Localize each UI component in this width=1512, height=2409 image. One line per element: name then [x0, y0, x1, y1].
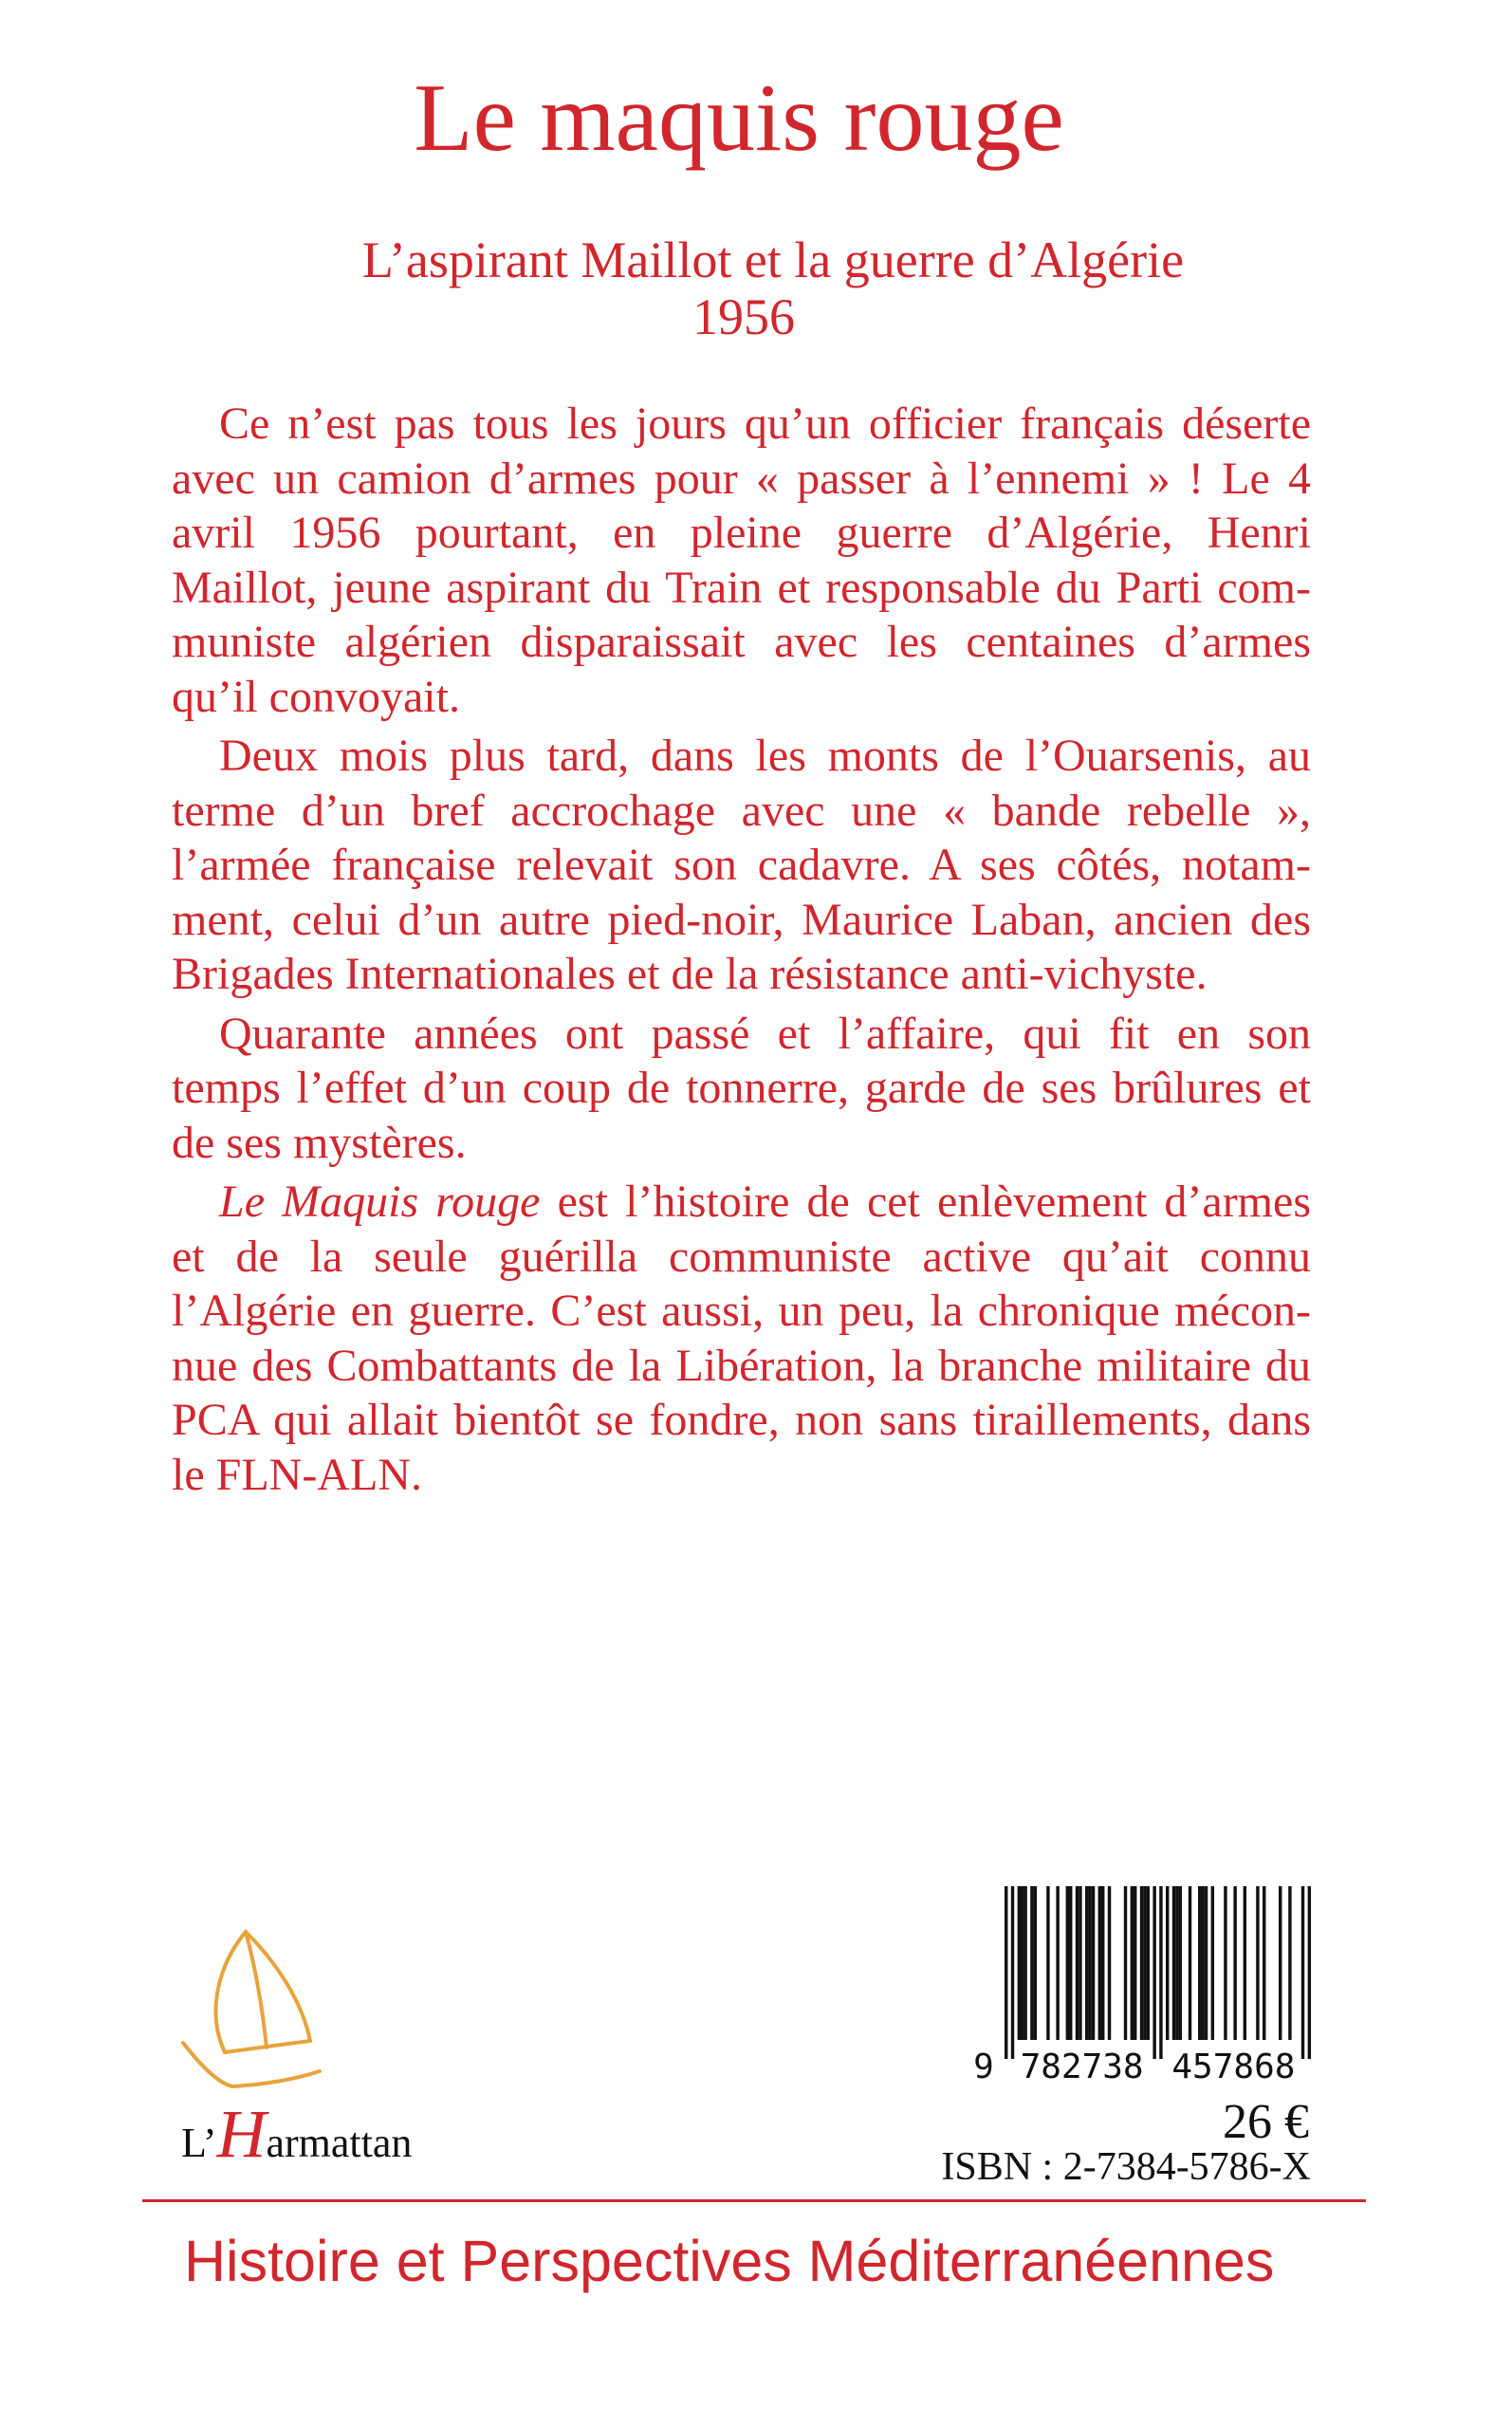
book-title: Le maquis rouge: [414, 65, 1064, 172]
price: 26 €: [1223, 2095, 1309, 2149]
barcode-bar: [1205, 1886, 1208, 2040]
blurb-line-text: est l’histoire de cet enlèvement d’armes: [557, 1177, 1312, 1227]
barcode-bar: [1201, 1886, 1204, 2040]
barcode-bar: [1211, 1886, 1214, 2040]
barcode-bar: [1030, 1886, 1033, 2040]
blurb-line: le FLN-ALN.: [172, 1449, 422, 1500]
blurb-line: et de la seule guérilla communiste active qu’ait connu: [172, 1231, 1311, 1282]
barcode-bar: [1152, 1886, 1155, 2059]
barcode-bar: [1092, 1886, 1095, 2040]
logo-rest: armattan: [266, 2120, 413, 2166]
barcode-bar: [1134, 1886, 1136, 2040]
divider-rule: [142, 2199, 1366, 2202]
back-cover-blurb: [172, 397, 1311, 1502]
barcode-bar: [1124, 1886, 1127, 2040]
logo-h: H: [216, 2096, 267, 2172]
barcode-bar: [1233, 1886, 1236, 2040]
blurb-line: avec un camion d’armes pour « passer à l’ennemi » ! Le 4: [172, 453, 1311, 504]
book-subtitle: L’aspirant Maillot et la guerre d’Algérie: [361, 232, 1185, 288]
barcode-bar: [1263, 1886, 1265, 2040]
barcode-digits-left: 782738: [1020, 2048, 1144, 2086]
barcode-bar: [1179, 1886, 1182, 2040]
blurb-line: terme d’un bref accrochage avec une « bande rebelle »,: [172, 785, 1311, 836]
blurb-line: l’armée française relevait son cadavre. A ses côtés, notam-: [172, 840, 1311, 890]
blurb-line: de ses mystères.: [172, 1117, 467, 1168]
blurb-line: muniste algérien disparaissait avec les centaines d’armes: [172, 617, 1311, 667]
blurb-line: PCA qui allait bientôt se fondre, non sans tiraillements, dans: [172, 1395, 1311, 1445]
barcode-bar: [1023, 1886, 1026, 2040]
barcode-bar: [1143, 1886, 1146, 2040]
barcode-digit-lead: 9: [973, 2048, 994, 2086]
barcode: [969, 1882, 1313, 2087]
barcode-digits-right: 457868: [1171, 2048, 1296, 2086]
barcode-bar: [1066, 1886, 1069, 2040]
blurb-line: qu’il convoyait.: [172, 671, 460, 722]
book-title-italic: Le Maquis rouge: [219, 1177, 541, 1227]
barcode-bar: [1166, 1886, 1169, 2040]
blurb-line: Brigades Internationales et de la résistance anti-vichyste.: [172, 949, 1208, 999]
barcode-bar: [1034, 1886, 1037, 2040]
blurb-paragraph: [172, 1175, 1311, 1502]
barcode-bar: [1140, 1886, 1143, 2040]
blurb-line: Deux mois plus tard, dans les monts de l’Ouarsenis, au: [219, 731, 1311, 781]
isbn: ISBN : 2-7384-5786-X: [941, 2145, 1311, 2189]
blurb-paragraph: [172, 397, 1311, 724]
barcode-bar: [1108, 1886, 1111, 2040]
blurb-line: Ce n’est pas tous les jours qu’un officier français déserte: [219, 398, 1311, 449]
book-year: 1956: [692, 288, 795, 345]
barcode-bar: [1046, 1886, 1049, 2040]
barcode-bar: [1085, 1886, 1088, 2040]
barcode-bar: [1244, 1886, 1246, 2040]
barcode-bar: [1279, 1886, 1282, 2040]
barcode-bar: [1147, 1886, 1150, 2040]
blurb-line: avril 1956 pourtant, en pleine guerre d’Algérie, Henri: [172, 508, 1311, 558]
barcode-bar: [1098, 1886, 1101, 2040]
barcode-bar: [1076, 1886, 1079, 2040]
barcode-bar: [1198, 1886, 1201, 2040]
barcode-bar: [1088, 1886, 1091, 2040]
barcode-bar: [1079, 1886, 1081, 2040]
blurb-paragraph: [172, 1007, 1311, 1171]
barcode-bar: [1011, 1886, 1014, 2059]
blurb-line: temps l’effet d’un coup de tonnerre, garde de ses brûlures et: [172, 1063, 1311, 1113]
barcode-bar: [1018, 1886, 1021, 2040]
blurb-line: [172, 1175, 1311, 1230]
blurb-line: Quarante années ont passé et l’affaire, qui fit en son: [219, 1008, 1311, 1059]
barcode-bar: [1301, 1886, 1304, 2059]
blurb-line: l’Algérie en guerre. C’est aussi, un peu, la chronique mécon-: [172, 1286, 1311, 1336]
barcode-bar: [1159, 1886, 1162, 2059]
barcode-bar: [1056, 1886, 1059, 2040]
blurb-line: Maillot, jeune aspirant du Train et responsable du Parti com-: [172, 562, 1311, 613]
barcode-bar: [1172, 1886, 1175, 2040]
publisher-logo-text: [181, 2096, 413, 2172]
barcode-bar: [1189, 1886, 1191, 2040]
barcode-bar: [1005, 1886, 1007, 2059]
blurb-line: nue des Combattants de la Libération, la branche militaire du: [172, 1340, 1311, 1391]
sailboat-icon: [175, 1921, 337, 2111]
barcode-bar: [1175, 1886, 1178, 2040]
logo-prefix: L’: [181, 2120, 217, 2166]
blurb-line: ment, celui d’un autre pied-noir, Maurice Laban, ancien des: [172, 894, 1311, 945]
barcode-bar: [1224, 1886, 1226, 2040]
barcode-bar: [1021, 1886, 1023, 2040]
barcode-bar: [1288, 1886, 1291, 2040]
barcode-bar: [1069, 1886, 1072, 2040]
barcode-bar: [1256, 1886, 1259, 2040]
barcode-bar: [1308, 1886, 1311, 2059]
barcode-bar: [1101, 1886, 1104, 2040]
barcode-bar: [1131, 1886, 1134, 2040]
blurb-paragraph: [172, 729, 1311, 1002]
collection-name: Histoire et Perspectives Méditerranéennes: [184, 2229, 1275, 2293]
